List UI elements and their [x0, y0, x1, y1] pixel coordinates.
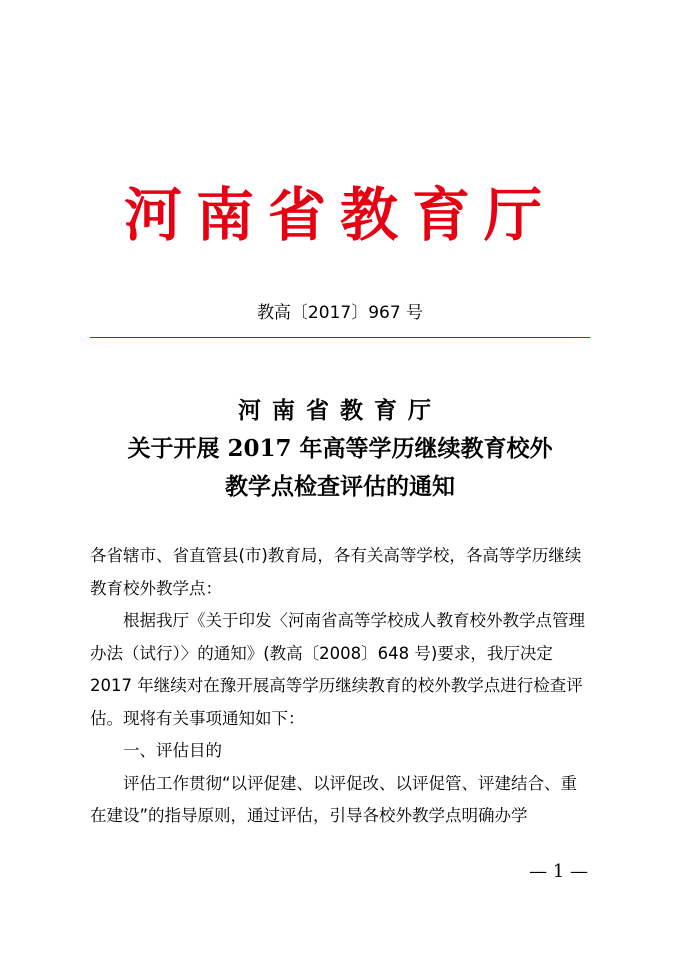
title-line-1: 河南省教育厅	[238, 397, 442, 424]
addressee: 各省辖市、省直管县(市)教育局，各有关高等学校，各高等学历继续教育校外教学点：	[90, 546, 582, 598]
document-number: 教高〔2017〕967 号	[256, 303, 424, 323]
document-body	[90, 540, 590, 833]
title-line-3: 教学点检查评估的通知	[225, 473, 455, 500]
masthead-title: 河南省教育厅	[123, 181, 556, 249]
document-title	[0, 392, 680, 506]
section-heading: 一、评估目的	[123, 741, 222, 760]
title-line-2: 关于开展 2017 年高等学历继续教育校外	[127, 435, 553, 462]
red-divider-line	[90, 337, 590, 338]
page-number: — 1 —	[529, 861, 588, 882]
paragraph: 根据我厅《关于印发〈河南省高等学校成人教育校外教学点管理办法（试行）〉的通知》(教高〔2008〕648 号)要求，我厅决定 2017 年继续对在豫开展高等学历继续教育的校外教学点进行检查评估。现将有关事项通知如下：	[90, 611, 585, 728]
paragraph: 评估工作贯彻“以评促建、以评促改、以评促管、评建结合、重在建设”的指导原则，通过评估，引导各校外教学点明确办学	[90, 773, 578, 825]
